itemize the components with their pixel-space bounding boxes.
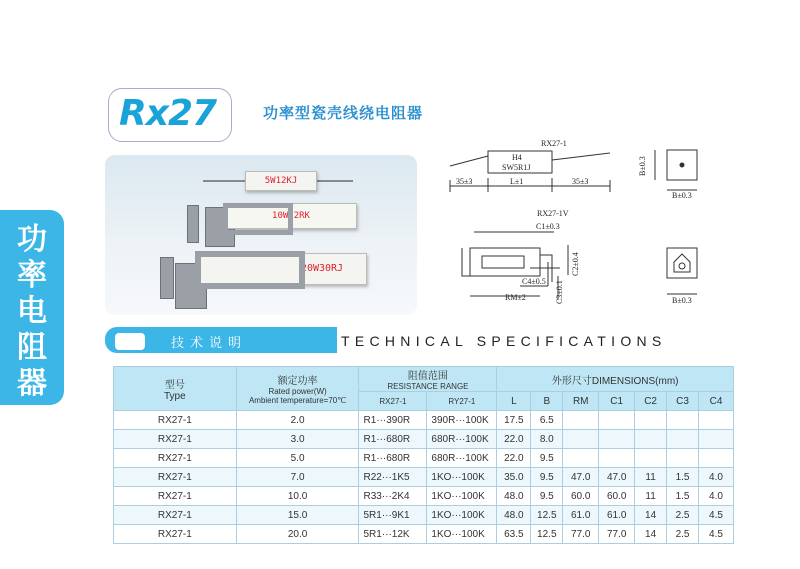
cell-RM: 77.0 <box>563 525 599 544</box>
cell-res-rx: 5R1···12K <box>359 525 427 544</box>
cell-L: 35.0 <box>497 468 531 487</box>
cell-B: 9.5 <box>531 449 563 468</box>
cell-C4: 4.5 <box>699 506 734 525</box>
drawing2-c3: C3±0.1 <box>555 280 564 304</box>
cell-type: RX27-1 <box>114 525 237 544</box>
cell-L: 48.0 <box>497 506 531 525</box>
cell-C1: 77.0 <box>599 525 635 544</box>
cell-C3 <box>667 411 699 430</box>
cell-C1: 61.0 <box>599 506 635 525</box>
header-dim-col: B <box>531 392 563 411</box>
table-row <box>114 487 734 506</box>
cell-RM: 61.0 <box>563 506 599 525</box>
drawing2-c4: C4±0.5 <box>522 277 546 286</box>
drawing2-c2: C2±0.4 <box>571 252 580 276</box>
cell-C2 <box>635 411 667 430</box>
cell-L: 22.0 <box>497 430 531 449</box>
drawing1-dim-b-side: B±0.3 <box>638 156 647 176</box>
cell-B: 9.5 <box>531 487 563 506</box>
drawing1-title: RX27-1 <box>541 139 567 148</box>
cell-power: 7.0 <box>236 468 359 487</box>
cell-C2 <box>635 430 667 449</box>
cell-type: RX27-1 <box>114 487 237 506</box>
cell-C4 <box>699 449 734 468</box>
cell-C3: 2.5 <box>667 525 699 544</box>
header-dim-col: RM <box>563 392 599 411</box>
drawing2-dim-b: B±0.3 <box>672 296 692 305</box>
cell-B: 12.5 <box>531 506 563 525</box>
cell-C1: 60.0 <box>599 487 635 506</box>
header-resistance <box>359 367 497 392</box>
drawing2-title: RX27-1V <box>537 209 569 218</box>
cell-RM <box>563 449 599 468</box>
cell-res-ry: 1KO···100K <box>427 468 497 487</box>
drawing1-dim-b: B±0.3 <box>672 191 692 200</box>
cell-B: 6.5 <box>531 411 563 430</box>
header-dim-col: C2 <box>635 392 667 411</box>
cell-res-ry: 1KO···100K <box>427 487 497 506</box>
drawing2-c1: C1±0.3 <box>536 222 560 231</box>
header-dim-col: C1 <box>599 392 635 411</box>
spec-header-pill-icon <box>113 331 147 352</box>
cell-C2: 14 <box>635 525 667 544</box>
cell-C3: 1.5 <box>667 487 699 506</box>
spec-header-en: TECHNICAL SPECIFICATIONS <box>341 333 667 349</box>
table-row <box>114 430 734 449</box>
cell-res-rx: R33···2K4 <box>359 487 427 506</box>
cell-C3 <box>667 449 699 468</box>
cell-C4: 4.5 <box>699 525 734 544</box>
table-row <box>114 506 734 525</box>
cell-B: 9.5 <box>531 468 563 487</box>
cell-B: 8.0 <box>531 430 563 449</box>
header-dim-col: C4 <box>699 392 734 411</box>
cell-RM <box>563 411 599 430</box>
side-tab-text: 功率电阻器 <box>17 222 47 401</box>
cell-C1 <box>599 411 635 430</box>
header-power <box>236 367 359 411</box>
cell-power: 10.0 <box>236 487 359 506</box>
header-type <box>114 367 237 411</box>
cell-C4 <box>699 430 734 449</box>
cell-type: RX27-1 <box>114 411 237 430</box>
cell-L: 63.5 <box>497 525 531 544</box>
table-row <box>114 449 734 468</box>
drawing1-dim-mid: L±1 <box>510 177 524 186</box>
cell-C3: 2.5 <box>667 506 699 525</box>
cell-power: 20.0 <box>236 525 359 544</box>
drawing1-marking-2: SW5R1J <box>502 163 531 172</box>
cell-RM: 47.0 <box>563 468 599 487</box>
table-row <box>114 468 734 487</box>
cell-type: RX27-1 <box>114 430 237 449</box>
cell-power: 5.0 <box>236 449 359 468</box>
resistor-medium-label: 10W12RK <box>272 211 310 221</box>
cell-C3: 1.5 <box>667 468 699 487</box>
resistor-large-label: 20W30RJ <box>300 263 344 274</box>
cell-C4 <box>699 411 734 430</box>
cell-C4: 4.0 <box>699 487 734 506</box>
header-power-en2: Ambient temperature=70℃ <box>248 396 347 405</box>
cell-res-ry: 680R···100K <box>427 430 497 449</box>
cell-C3 <box>667 430 699 449</box>
cell-type: RX27-1 <box>114 468 237 487</box>
header-type-cn: 型号 <box>164 379 185 391</box>
cell-C1: 47.0 <box>599 468 635 487</box>
cell-power: 2.0 <box>236 411 359 430</box>
header-dimensions: 外形尺寸DIMENSIONS(mm) <box>497 367 734 392</box>
cell-C2: 11 <box>635 487 667 506</box>
drawing1-marking-1: H4 <box>512 153 522 162</box>
cell-L: 17.5 <box>497 411 531 430</box>
spec-header-bar <box>105 327 730 355</box>
header-res-rx: RX27-1 <box>359 392 427 411</box>
cell-res-rx: R1···390R <box>359 411 427 430</box>
cell-C2: 11 <box>635 468 667 487</box>
cell-res-ry: 1KO···100K <box>427 525 497 544</box>
header-res-ry: RY27-1 <box>427 392 497 411</box>
cell-C2: 14 <box>635 506 667 525</box>
drawing1-dim-right: 35±3 <box>572 177 589 186</box>
header-power-en1: Rated power(W) <box>268 387 327 396</box>
header-resistance-en: RESISTANCE RANGE <box>387 382 469 391</box>
header-resistance-cn: 阻值范围 <box>407 371 448 382</box>
cell-res-ry: 1KO···100K <box>427 506 497 525</box>
cell-RM: 60.0 <box>563 487 599 506</box>
cell-C1 <box>599 449 635 468</box>
model-name: Rx27 <box>119 93 217 134</box>
resistor-small-label: 5W12KJ <box>264 176 298 186</box>
header-type-en: Type <box>163 390 186 402</box>
table-row <box>114 525 734 544</box>
cell-res-rx: 5R1···9K1 <box>359 506 427 525</box>
header-dim-col: C3 <box>667 392 699 411</box>
page-title: 功率型瓷壳线绕电阻器 <box>263 104 424 122</box>
cell-res-rx: R1···680R <box>359 430 427 449</box>
spec-header-cn: 技术说明 <box>171 336 248 351</box>
cell-power: 3.0 <box>236 430 359 449</box>
cell-res-ry: 680R···100K <box>427 449 497 468</box>
cell-RM <box>563 430 599 449</box>
cell-res-rx: R22···1K5 <box>359 468 427 487</box>
header-power-cn: 额定功率 <box>277 376 318 387</box>
table-row <box>114 411 734 430</box>
cell-C2 <box>635 449 667 468</box>
cell-res-rx: R1···680R <box>359 449 427 468</box>
cell-C1 <box>599 430 635 449</box>
cell-power: 15.0 <box>236 506 359 525</box>
spec-table <box>113 366 734 544</box>
cell-type: RX27-1 <box>114 506 237 525</box>
header-dim-col: L <box>497 392 531 411</box>
cell-type: RX27-1 <box>114 449 237 468</box>
cell-C4: 4.0 <box>699 468 734 487</box>
cell-L: 48.0 <box>497 487 531 506</box>
drawing1-dim-left: 35±3 <box>456 177 473 186</box>
cell-L: 22.0 <box>497 449 531 468</box>
cell-res-ry: 390R···100K <box>427 411 497 430</box>
cell-B: 12.5 <box>531 525 563 544</box>
drawing2-rm: RM±2 <box>505 293 526 302</box>
